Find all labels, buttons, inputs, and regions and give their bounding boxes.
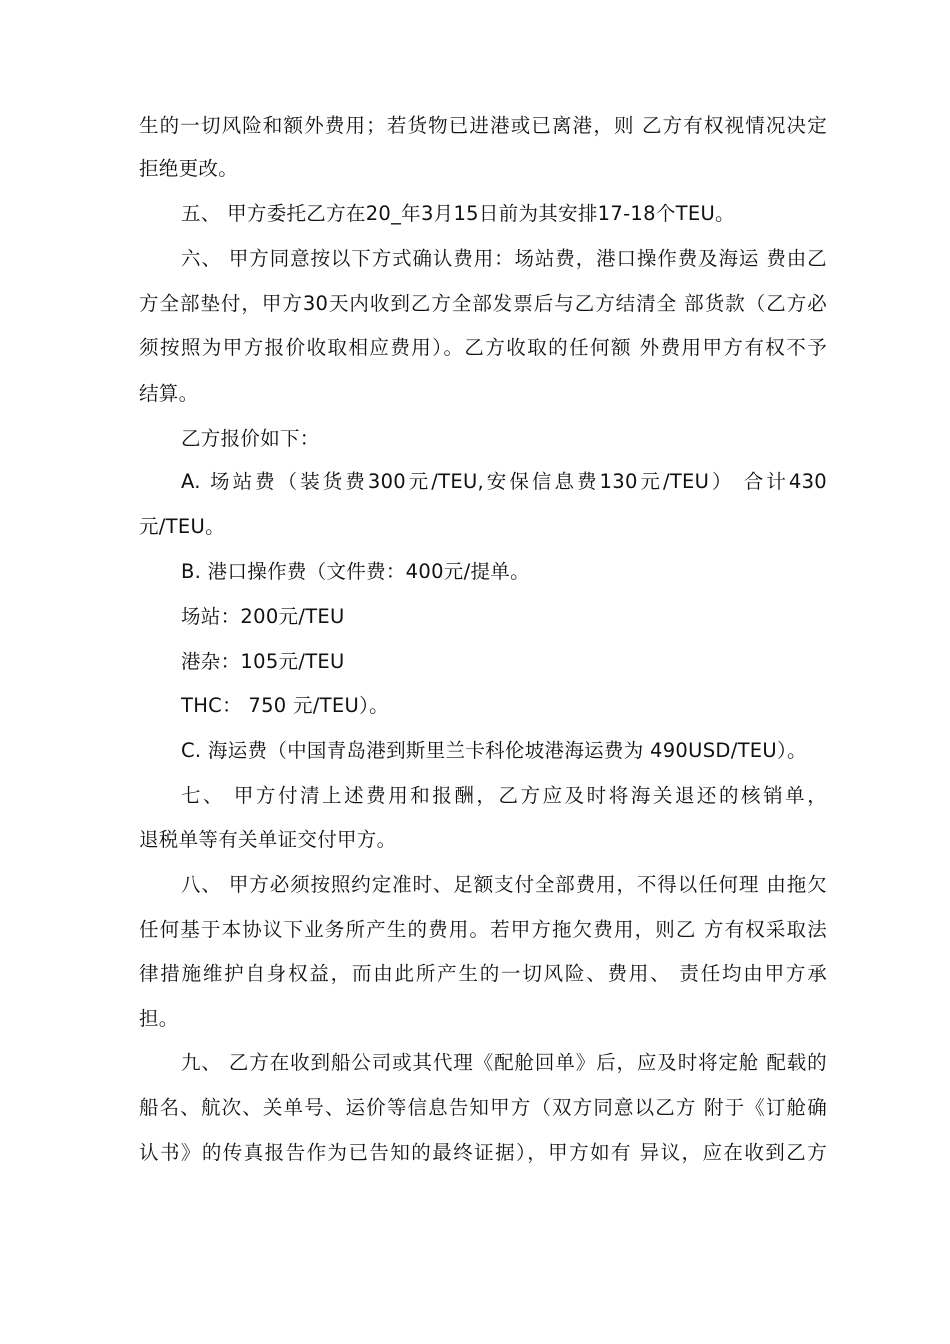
text-line: 乙方报价如下：: [181, 427, 320, 450]
text-line: 七、 甲方付清上述费用和报酬，乙方应及时将海关退还的核销单，: [181, 784, 827, 807]
text-line: 生的一切风险和额外费用；若货物已进港或已离港，则 乙方有权视情况决定: [139, 114, 827, 137]
text-line: 九、 乙方在收到船公司或其代理《配舱回单》后，应及时将定舱 配载的: [181, 1051, 827, 1074]
text-line: 港杂：105元/TEU: [181, 650, 345, 673]
text-line: 五、 甲方委托乙方在20_年3月15日前为其安排17-18个TEU。: [181, 202, 735, 225]
text-line: C. 海运费（中国青岛港到斯里兰卡科伦坡港海运费为 490USD/TEU）。: [181, 739, 807, 762]
text-line: 元/TEU。: [139, 515, 225, 538]
text-line: 任何基于本协议下业务所产生的费用。若甲方拖欠费用，则乙 方有权采取法: [139, 918, 827, 941]
text-line: 认书》的传真报告作为已告知的最终证据），甲方如有 异议，应在收到乙方: [139, 1141, 827, 1164]
text-line: 船名、航次、关单号、运价等信息告知甲方（双方同意以乙方 附于《订舱确: [139, 1096, 827, 1119]
text-line: 律措施维护自身权益，而由此所产生的一切风险、费用、 责任均由甲方承: [139, 962, 827, 985]
text-line: 退税单等有关单证交付甲方。: [139, 828, 397, 851]
text-line: A. 场站费（装货费300元/TEU,安保信息费130元/TEU） 合计430: [181, 470, 827, 493]
text-line: 方全部垫付，甲方30天内收到乙方全部发票后与乙方结清全 部货款（乙方必: [139, 292, 827, 315]
text-line: 结算。: [139, 382, 199, 405]
text-line: 须按照为甲方报价收取相应费用）。乙方收取的任何额 外费用甲方有权不予: [139, 336, 827, 359]
text-line: 八、 甲方必须按照约定准时、足额支付全部费用，不得以任何理 由拖欠: [181, 873, 827, 896]
text-line: 场站：200元/TEU: [181, 605, 345, 628]
text-line: 拒绝更改。: [139, 157, 239, 180]
text-line: 担。: [139, 1007, 179, 1030]
text-line: B. 港口操作费（文件费：400元/提单。: [181, 560, 530, 583]
text-line: THC： 750 元/TEU）。: [181, 694, 389, 717]
text-line: 六、 甲方同意按以下方式确认费用：场站费，港口操作费及海运 费由乙: [181, 247, 827, 270]
